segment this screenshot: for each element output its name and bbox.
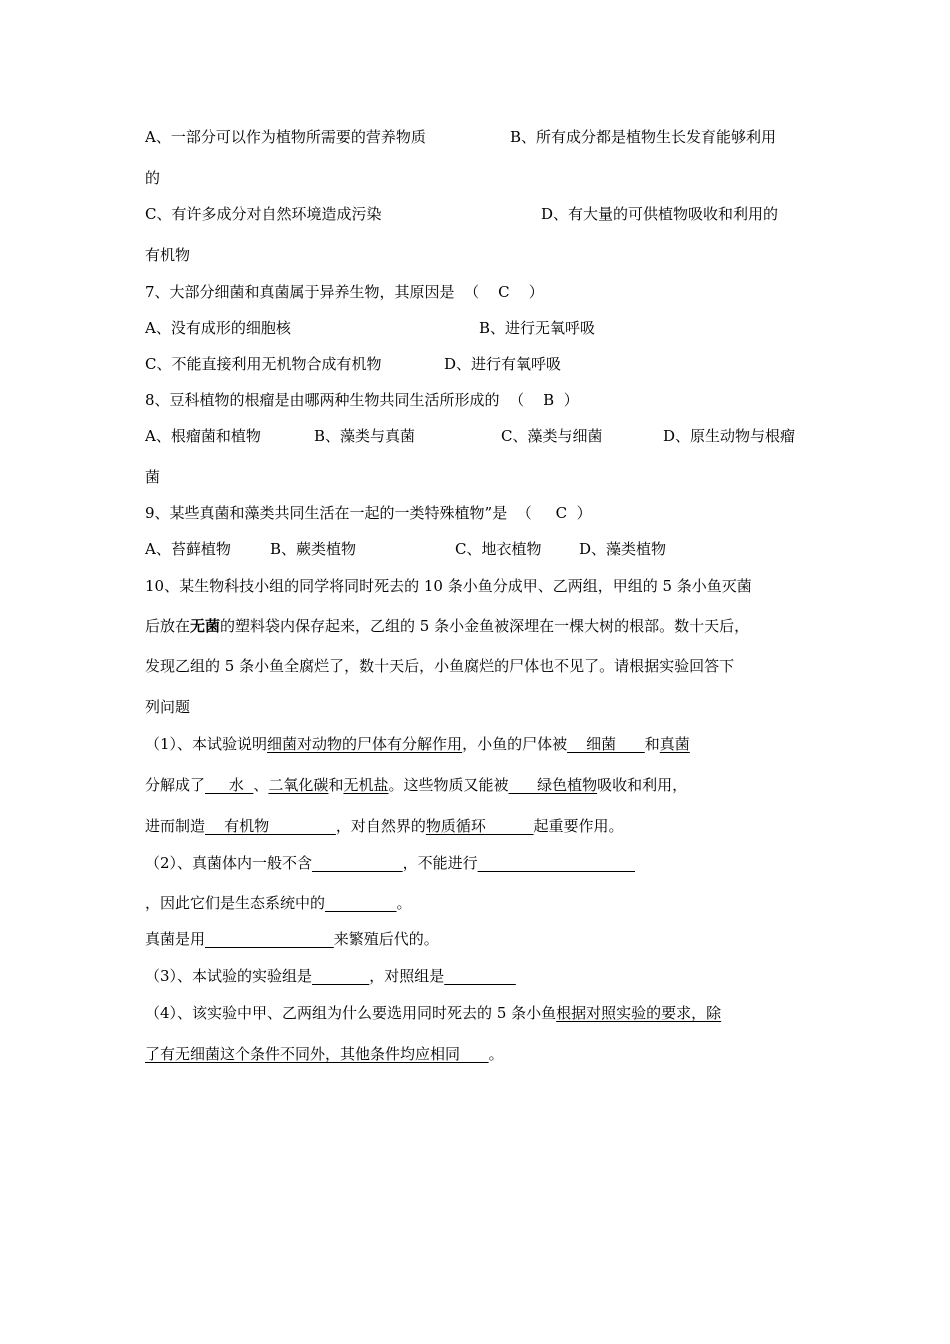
q9-option-c: C、地衣植物	[455, 540, 542, 558]
p1-answer-9: 物质循环	[425, 817, 534, 835]
q10-line2-bold: 无菌	[190, 617, 221, 635]
p2-l1-pre: （2）、真菌体内一般不含	[145, 854, 313, 872]
p1-l3-pre: 进而制造	[145, 817, 206, 835]
q6-option-d-continued: 有机物	[145, 246, 191, 264]
q6-option-b-continued: 的	[145, 169, 161, 187]
p2-blank-4[interactable]	[205, 930, 334, 948]
q10-part2-line-3	[145, 929, 439, 949]
p2-l2-post: 。	[396, 894, 412, 912]
q8-option-d-continued: 菌	[145, 468, 161, 486]
p4-pre: （4）、该实验中甲、乙两组为什么要选用同时死去的 5 条小鱼	[145, 1004, 557, 1022]
p2-l3-post: 来繁殖后代的。	[333, 930, 439, 948]
q9-option-d: D、藻类植物	[579, 540, 667, 558]
p1-l2-pre: 分解成了	[145, 776, 206, 794]
p1-l3-mid: ，对自然界的	[335, 817, 426, 835]
p1-l3-post: 起重要作用。	[533, 817, 624, 835]
p4-answer-2: 了有无细菌这个条件不同外，其他条件均应相同	[145, 1045, 489, 1063]
p1-and: 和	[644, 735, 660, 753]
p1-answer-5: 二氧化碳	[268, 776, 329, 794]
p1-l2-mid: 。这些物质又能被	[388, 776, 509, 794]
q10-part1-line-2	[145, 775, 687, 795]
q10-part1-line-3	[145, 816, 624, 836]
q6-option-d: D、有大量的可供植物吸收和利用的	[541, 205, 779, 223]
q9-option-a: A、苔藓植物	[145, 540, 231, 558]
p1-answer-4: 水	[205, 776, 254, 794]
q9-option-b: B、蕨类植物	[270, 540, 357, 558]
p1-answer-6: 无机盐	[343, 776, 389, 794]
q10-stem-line-1: 10、某生物科技小组的同学将同时死去的 10 条小鱼分成甲、乙两组，甲组的 5 条小鱼灭菌	[145, 577, 752, 595]
q7-option-b: B、进行无氧呼吸	[479, 319, 596, 337]
p1-answer-8: 有机物	[205, 817, 336, 835]
q8-option-a: A、根瘤菌和植物	[145, 427, 261, 445]
p4-post: 。	[488, 1045, 504, 1063]
p1-mid-1: ，小鱼的尸体被	[462, 735, 568, 753]
p3-mid: ，对照组是	[369, 967, 445, 985]
q6-option-b: B、所有成分都是植物生长发育能够利用	[510, 128, 777, 146]
p3-blank-2[interactable]	[444, 967, 516, 985]
p2-l2-pre: ，因此它们是生态系统中的	[145, 894, 326, 912]
q10-line2-pre: 后放在	[145, 617, 191, 635]
q7-option-d: D、进行有氧呼吸	[444, 355, 562, 373]
p4-answer-1: 根据对照实验的要求，除	[556, 1004, 722, 1022]
q10-stem-line-3: 发现乙组的 5 条小鱼全腐烂了，数十天后，小鱼腐烂的尸体也不见了。请根据实验回答下	[145, 657, 735, 675]
q10-part4-line-1	[145, 1003, 721, 1023]
q8-option-c: C、藻类与细菌	[501, 427, 603, 445]
p2-blank-3[interactable]	[325, 894, 397, 912]
q10-part4-line-2	[145, 1044, 504, 1064]
p1-l2-post: 吸收和利用，	[597, 776, 688, 794]
q10-part1-line-1	[145, 734, 690, 754]
p1-answer-3: 真菌	[659, 735, 690, 753]
q10-part2-line-1	[145, 853, 635, 873]
q8-stem: 8、豆科植物的根瘤是由哪两种生物共同生活所形成的 （ B ）	[145, 391, 579, 409]
p2-blank-2[interactable]	[478, 854, 635, 872]
p1-prefix: （1）、本试验说明	[145, 735, 268, 753]
q10-part2-line-2	[145, 893, 412, 913]
q7-stem: 7、大部分细菌和真菌属于异养生物，其原因是 （ C ）	[145, 283, 544, 301]
q8-option-b: B、藻类与真菌	[314, 427, 416, 445]
q9-stem: 9、某些真菌和藻类共同生活在一起的一类特殊植物”是 （ C ）	[145, 504, 592, 522]
p2-blank-1[interactable]	[312, 854, 403, 872]
p2-l3-pre: 真菌是用	[145, 930, 206, 948]
p1-answer-1: 细菌对动物的尸体有分解作用	[267, 735, 463, 753]
p2-l1-mid: ，不能进行	[402, 854, 478, 872]
q10-part3	[145, 966, 516, 986]
q10-stem-line-2	[145, 616, 749, 636]
q8-option-d: D、原生动物与根瘤	[663, 427, 796, 445]
q7-option-a: A、没有成形的细胞核	[145, 319, 291, 337]
p3-pre: （3）、本试验的实验组是	[145, 967, 313, 985]
q10-stem-line-4: 列问题	[145, 698, 191, 716]
p1-sep-1: 、	[253, 776, 269, 794]
q6-option-c: C、有许多成分对自然环境造成污染	[145, 205, 382, 223]
p1-answer-7: 绿色植物	[508, 776, 598, 794]
q6-option-a: A、一部分可以作为植物所需要的营养物质	[145, 128, 426, 146]
q7-option-c: C、不能直接利用无机物合成有机物	[145, 355, 382, 373]
p3-blank-1[interactable]	[312, 967, 369, 985]
p1-and-2: 和	[328, 776, 344, 794]
q10-line2-post: 的塑料袋内保存起来，乙组的 5 条小金鱼被深埋在一棵大树的根部。数十天后，	[220, 617, 750, 635]
p1-answer-2: 细菌	[567, 735, 645, 753]
